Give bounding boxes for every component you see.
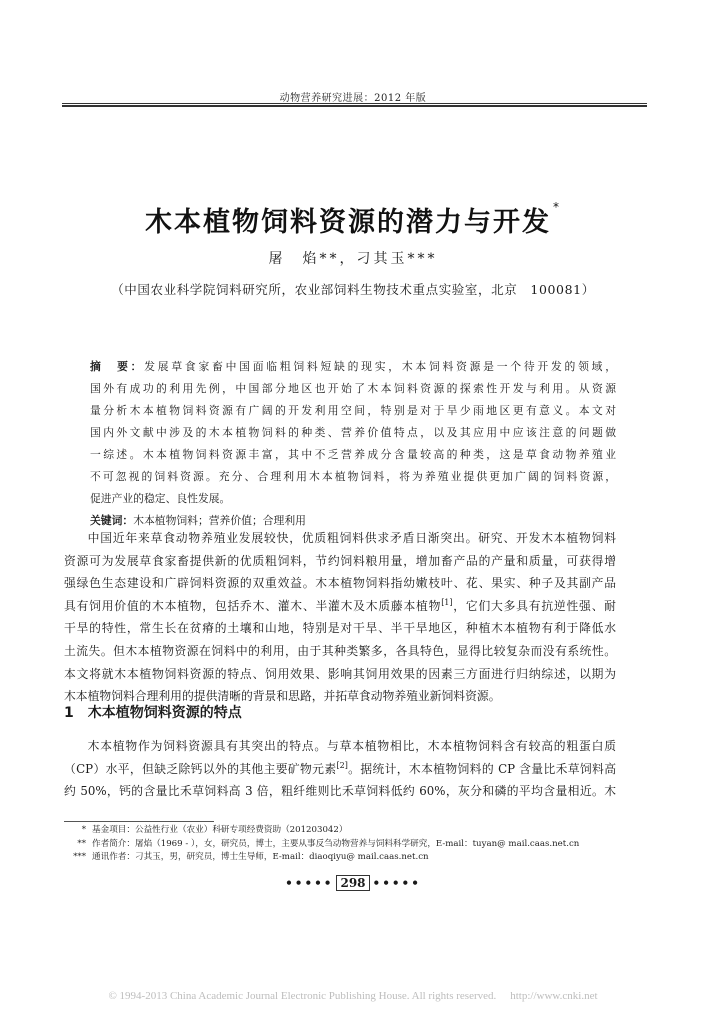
section-heading: 1 木本植物饲料资源的特点 — [64, 705, 242, 721]
authors: 屠 焰**，刁其玉*** — [268, 251, 438, 267]
abstract-line: 摘 要：发展草食家畜中国面临粗饲料短缺的现实，木本饲料资源是一个待开发的领域， — [90, 360, 616, 373]
page-number-text: 298 — [336, 875, 369, 891]
copyright-watermark — [0, 990, 706, 1002]
body-line: 资源可为发展草食家畜提供新的优质粗饲料，节约饲料粮用量，增加畜产品的产量和质量，可获得增 — [64, 553, 616, 568]
running-header: 动物营养研究进展：2012 年版 — [279, 93, 427, 104]
body-line: 土流失。但木本植物资源在饲料中的利用，由于其种类繁多，各具特色，显得比较复杂而没有系统性。 — [64, 643, 616, 658]
article-title — [0, 200, 706, 239]
footnote: *** 通讯作者：刁其玉，男，研究员，博士生导师，E-mail：diaoqiyu@ mail.caas.net.cn — [66, 851, 626, 865]
page-number — [0, 876, 706, 890]
abstract-line: 国外有成功的利用先例，中国部分地区也开始了木本饲料资源的探索性开发与利用。从资源 — [90, 382, 616, 395]
abstract-block — [90, 356, 616, 532]
page-ornament-right: ••••• — [372, 876, 421, 890]
section-1-paragraph — [64, 735, 616, 803]
body-line: 具有饲用价值的木本植物，包括乔木、灌木、半灌木及木质藤本植物[1]，它们大多具有抗逆性强、耐 — [64, 597, 616, 613]
body-line: 木本植物作为饲料资源具有其突出的特点。与草本植物相比，木本植物饲料含有较高的粗蛋白质 — [87, 739, 616, 753]
abstract-line: 一综述。木本植物饲料资源丰富，其中不乏营养成分含量较高的种类，这是草食动物养殖业 — [90, 448, 616, 461]
cnki-link[interactable]: http://www.cnki.net — [510, 990, 598, 1002]
keywords-text: 木本植物饲料；营养价值；合理利用 — [133, 514, 306, 527]
body-line: 强绿色生态建设和广辟饲料资源的双重效益。木本植物饲料指幼嫩枝叶、花、果实、种子及其副产品 — [64, 576, 616, 591]
copyright-text: © 1994-2013 China Academic Journal Electronic Publishing House. All rights reserved. — [108, 990, 497, 1002]
citation-ref[interactable]: [2] — [336, 760, 348, 770]
abstract-label: 摘 要： — [90, 360, 145, 373]
body-line: 木本植物饲料合理利用的提供清晰的背景和思路，并拓草食动物养殖业新饲料资源。 — [64, 689, 501, 704]
abstract-line: 不可忽视的饲料资源。充分、合理利用木本植物饲料，将为养殖业提供更加广阔的饲料资源， — [90, 470, 616, 483]
header-rule-thick — [62, 105, 647, 107]
body-line: 本文将就木本植物饲料资源的特点、饲用效果、影响其饲用效果的因素三方面进行归纳综述，以期为 — [64, 666, 616, 681]
body-line: 中国近年来草食动物养殖业发展较快，优质粗饲料供求矛盾日渐突出。研究、开发木本植物饲料 — [87, 531, 616, 545]
body-line: （CP）水平，但缺乏除钙以外的其他主要矿物元素[2]。据统计，木本植物饲料的 CP 含量比禾草饲料高 — [64, 760, 617, 776]
intro-paragraph — [64, 527, 616, 708]
affiliation: （中国农业科学院饲料研究所，农业部饲料生物技术重点实验室，北京 100081） — [111, 282, 595, 297]
footnote-divider — [64, 821, 214, 822]
header-rule — [62, 103, 647, 104]
footnote-mark: ** — [77, 838, 86, 849]
footnote: * 基金项目：公益性行业（农业）科研专项经费资助（201203042） — [66, 824, 626, 838]
abstract-line: 量分析木本植物饲料资源有广阔的开发利用空间，特别是对于旱少雨地区更有意义。本文对 — [90, 404, 616, 417]
footnote-mark: * — [81, 825, 86, 835]
page-ornament-left: ••••• — [285, 876, 334, 890]
title-text: 木本植物饲料资源的潜力与开发 — [145, 207, 551, 238]
citation-ref[interactable]: [1] — [441, 597, 453, 607]
keywords-label: 关键词： — [90, 514, 134, 527]
body-line: 干旱的特性，常生长在贫瘠的土壤和山地，特别是对干旱、半干旱地区，种植木本植物有利于降低水 — [64, 621, 616, 636]
footnotes — [66, 824, 626, 865]
footnote: ** 作者简介：屠焰（1969 - ），女，研究员，博士，主要从事反刍动物营养与饲料科学研究，E-mail：tuyan@ mail.caas.net.cn — [66, 838, 626, 852]
footnote-mark: *** — [73, 852, 86, 862]
body-line: 约 50%，钙的含量比禾草饲料高 3 倍，粗纤维则比禾草饲料低约 60%，灰分和磷的平均含量相近。木 — [64, 784, 616, 799]
title-footnote-mark: * — [553, 200, 561, 214]
abstract-line: 国内外文献中涉及的木本植物饲料的种类、营养价值特点，以及其应用中应该注意的问题做 — [90, 426, 616, 439]
abstract-line: 促进产业的稳定、良性发展。 — [90, 492, 231, 505]
